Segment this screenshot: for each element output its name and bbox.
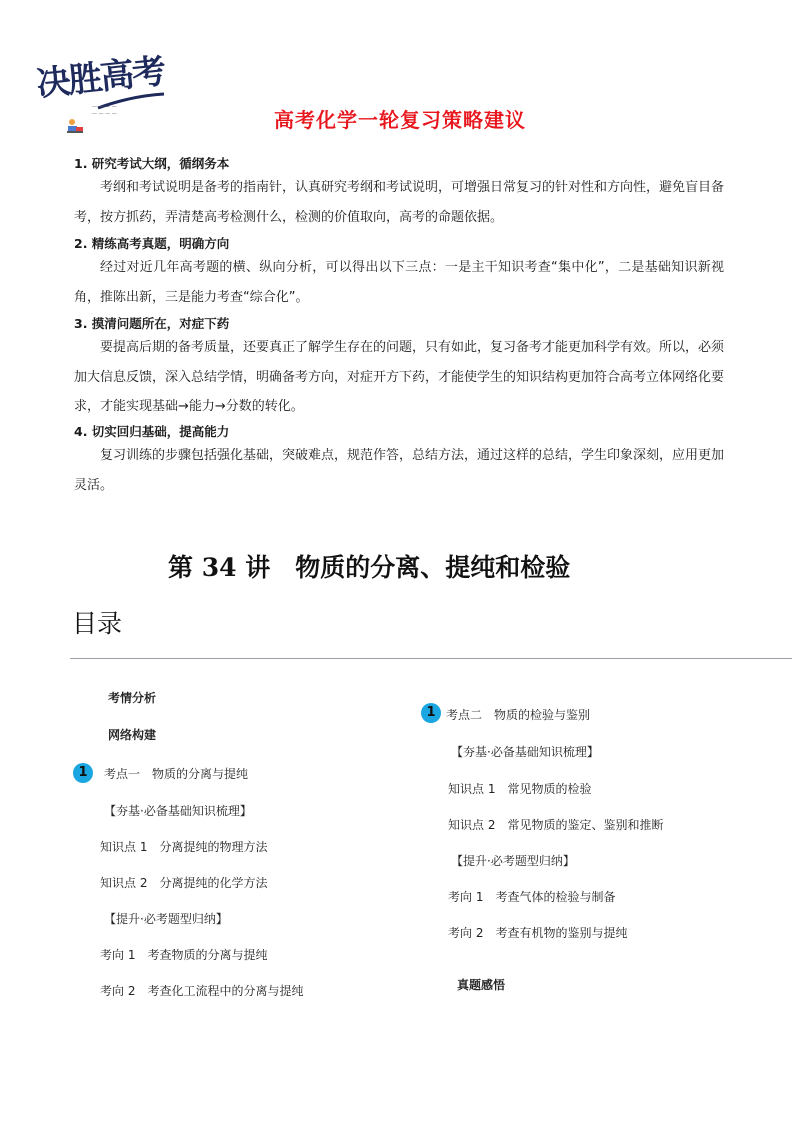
toc-item-direction-2-1[interactable]: 考向 1 考查气体的检验与制备: [448, 890, 616, 904]
point-badge: 1: [73, 763, 93, 783]
toc-item-improve-2[interactable]: 【提升·必考题型归纳】: [451, 854, 575, 868]
section-heading: 1. 研究考试大纲，循纲务本: [74, 156, 230, 171]
toc-divider: [70, 658, 792, 659]
section-body: 复习训练的步骤包括强化基础，突破难点，规范作答，总结方法，通过这样的总结，学生印象深刻，应用更加灵活。: [74, 448, 725, 493]
section-body: 考纲和考试说明是备考的指南针，认真研究考纲和考试说明，可增强日常复习的针对性和方向性，避免盲目备考，按方抓药，弄清楚高考检测什么，检测的价值取向，高考的命题依据。: [74, 180, 725, 225]
toc-item-direction-1-1[interactable]: 考向 1 考查物质的分离与提纯: [100, 948, 268, 962]
lecture-title: 第 34 讲 物质的分离、提纯和检验: [168, 553, 571, 582]
student-reading-icon: [66, 118, 84, 134]
toc-item-network[interactable]: 网络构建: [108, 728, 157, 742]
section-body: 要提高后期的备考质量，还要真正了解学生存在的问题，只有如此，复习备考才能更加科学有效。所以，必须加大信息反馈，深入总结学情，明确备考方向，对症开方下药，才能使学生的知识结构更加符合高考立体网络化要求，才能实现基础→能力→分数的转化。: [74, 340, 725, 414]
toc-item-knowledge-1-1[interactable]: 知识点 1 分离提纯的物理方法: [100, 840, 268, 854]
section-heading: 3. 摸清问题所在，对症下药: [74, 316, 230, 331]
toc-item-improve-1[interactable]: 【提升·必考题型归纳】: [104, 912, 228, 926]
toc-item-analysis[interactable]: 考情分析: [108, 691, 157, 705]
main-title: 高考化学一轮复习策略建议: [274, 108, 526, 132]
toc-item-direction-1-2[interactable]: 考向 2 考查化工流程中的分离与提纯: [100, 984, 304, 998]
toc-item-point-2[interactable]: 考点二 物质的检验与鉴别: [446, 708, 591, 722]
toc-item-foundation-1[interactable]: 【夯基·必备基础知识梳理】: [104, 804, 252, 818]
toc-item-knowledge-2-1[interactable]: 知识点 1 常见物质的检验: [448, 782, 592, 796]
toc-item-knowledge-1-2[interactable]: 知识点 2 分离提纯的化学方法: [100, 876, 268, 890]
section-heading: 4. 切实回归基础，提高能力: [74, 424, 230, 439]
logo: [36, 44, 166, 134]
toc-item-foundation-2[interactable]: 【夯基·必备基础知识梳理】: [451, 745, 599, 759]
section-body: 经过对近几年高考题的横、纵向分析，可以得出以下三点：一是主干知识考查“集中化”，二是基础知识新视角，推陈出新，三是能力考查“综合化”。: [74, 260, 724, 305]
section-heading: 2. 精练高考真题，明确方向: [74, 236, 230, 251]
toc-title: 目录: [72, 609, 123, 638]
logo-tagline: — — — — — — — —: [92, 104, 117, 117]
toc-item-knowledge-2-2[interactable]: 知识点 2 常见物质的鉴定、鉴别和推断: [448, 818, 664, 832]
toc-item-point-1[interactable]: 考点一 物质的分离与提纯: [104, 767, 249, 781]
point-badge: 1: [421, 703, 441, 723]
toc-item-direction-2-2[interactable]: 考向 2 考查有机物的鉴别与提纯: [448, 926, 628, 940]
toc-item-real-exam[interactable]: 真题感悟: [457, 978, 506, 992]
logo-text: 决胜高考: [34, 51, 167, 105]
